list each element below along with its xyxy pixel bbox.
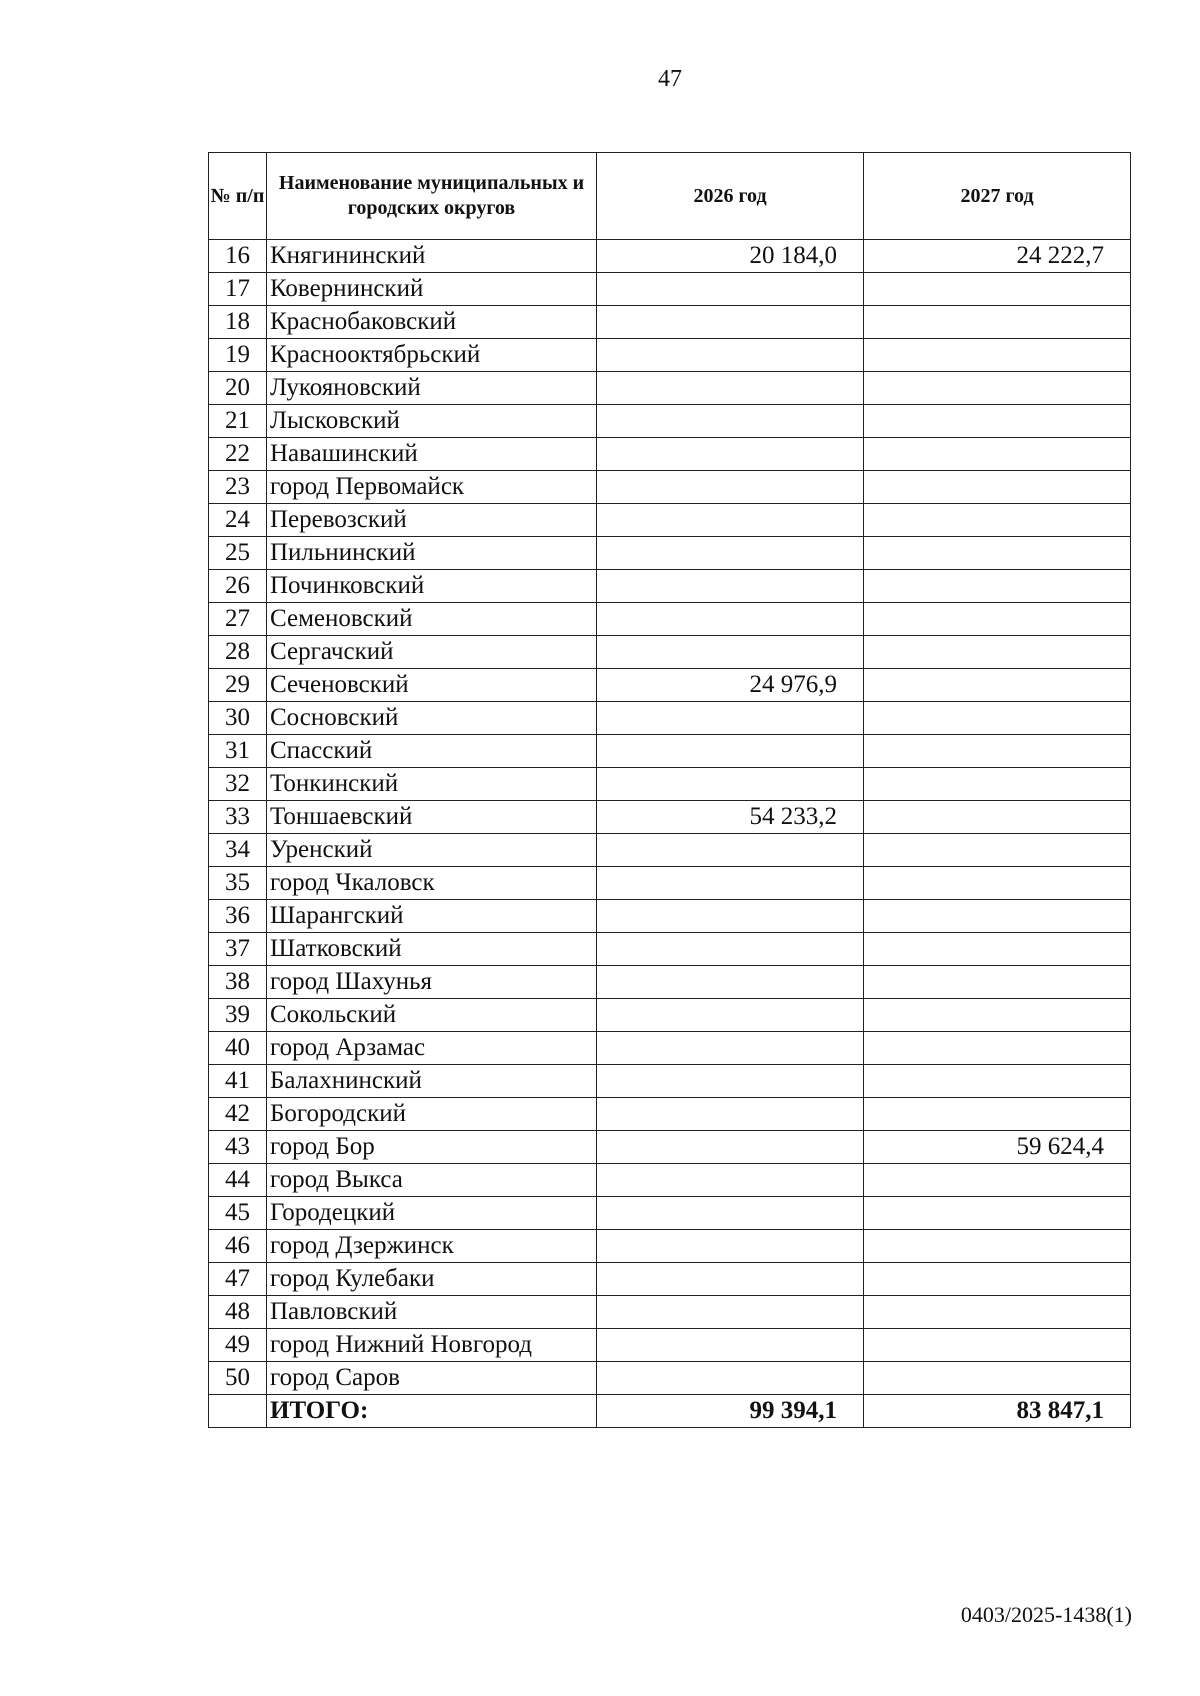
row-2027 [864,438,1131,471]
row-2026 [597,1296,864,1329]
table-row [209,1197,1131,1230]
row-number: 22 [209,438,267,471]
row-number: 30 [209,702,267,735]
row-2027 [864,702,1131,735]
row-2026 [597,900,864,933]
row-name: город Выкса [267,1164,597,1197]
row-name: Навашинский [267,438,597,471]
table-row [209,867,1131,900]
row-number: 16 [209,240,267,273]
row-name: город Арзамас [267,1032,597,1065]
row-number: 44 [209,1164,267,1197]
page-number: 47 [658,66,682,92]
header-2027: 2027 год [864,153,1131,240]
row-number: 41 [209,1065,267,1098]
table-row [209,570,1131,603]
total-2027: 83 847,1 [864,1395,1131,1428]
total-label: ИТОГО: [267,1395,597,1428]
row-name: Пильнинский [267,537,597,570]
row-name: Краснобаковский [267,306,597,339]
row-name: Починковский [267,570,597,603]
row-2026 [597,999,864,1032]
table-row [209,438,1131,471]
table-row [209,1032,1131,1065]
row-number: 38 [209,966,267,999]
row-2027 [864,405,1131,438]
row-2026: 54 233,2 [597,801,864,834]
row-2026 [597,372,864,405]
table-row [209,1065,1131,1098]
row-number: 33 [209,801,267,834]
row-2027 [864,1296,1131,1329]
row-name: Спасский [267,735,597,768]
row-2027 [864,1098,1131,1131]
row-2027 [864,801,1131,834]
row-2026 [597,273,864,306]
table-row [209,372,1131,405]
table-row [209,1362,1131,1395]
row-number: 27 [209,603,267,636]
row-2026 [597,1230,864,1263]
row-2026 [597,537,864,570]
budget-table [208,152,1131,1428]
row-name: Сергачский [267,636,597,669]
row-name: Сосновский [267,702,597,735]
header-2026: 2026 год [597,153,864,240]
row-number: 34 [209,834,267,867]
row-number: 46 [209,1230,267,1263]
table-row [209,933,1131,966]
table-row [209,603,1131,636]
table-row [209,1296,1131,1329]
row-2027 [864,999,1131,1032]
row-name: Шатковский [267,933,597,966]
document-code: 0403/2025-1438(1) [960,1602,1132,1627]
row-name: город Бор [267,1131,597,1164]
row-2027 [864,1197,1131,1230]
row-2026 [597,603,864,636]
row-name: Лукояновский [267,372,597,405]
row-2026 [597,768,864,801]
row-2027 [864,1263,1131,1296]
row-2027 [864,933,1131,966]
row-2027 [864,966,1131,999]
row-name: Тонкинский [267,768,597,801]
row-name: город Шахунья [267,966,597,999]
row-name: Шарангский [267,900,597,933]
row-name: Сокольский [267,999,597,1032]
table-row [209,1263,1131,1296]
row-2026 [597,966,864,999]
row-name: город Чкаловск [267,867,597,900]
row-2026 [597,438,864,471]
table-row [209,471,1131,504]
row-2027 [864,669,1131,702]
row-2026 [597,702,864,735]
row-name: город Кулебаки [267,1263,597,1296]
row-name: Перевозский [267,504,597,537]
row-2026 [597,1032,864,1065]
table-row [209,1164,1131,1197]
row-number: 36 [209,900,267,933]
row-name: Ковернинский [267,273,597,306]
row-2026 [597,867,864,900]
row-name: Тоншаевский [267,801,597,834]
row-2026 [597,1263,864,1296]
table-row [209,1230,1131,1263]
row-name: Лысковский [267,405,597,438]
row-2027 [864,768,1131,801]
row-2026 [597,636,864,669]
row-2027 [864,1362,1131,1395]
table-row [209,834,1131,867]
row-name: Сеченовский [267,669,597,702]
table-body [209,240,1131,1428]
row-2027 [864,735,1131,768]
row-2027 [864,1164,1131,1197]
row-number: 32 [209,768,267,801]
total-2026: 99 394,1 [597,1395,864,1428]
row-name: город Саров [267,1362,597,1395]
table-row [209,768,1131,801]
table-row [209,1131,1131,1164]
row-2027 [864,570,1131,603]
row-2027 [864,339,1131,372]
header-number: № п/п [209,153,267,240]
row-number: 47 [209,1263,267,1296]
row-number: 21 [209,405,267,438]
row-2026 [597,834,864,867]
table-row [209,735,1131,768]
row-2026 [597,1131,864,1164]
row-2026 [597,1329,864,1362]
row-2026 [597,1197,864,1230]
row-2027 [864,537,1131,570]
row-number: 49 [209,1329,267,1362]
row-name: Семеновский [267,603,597,636]
table-row [209,339,1131,372]
row-number: 23 [209,471,267,504]
row-number: 29 [209,669,267,702]
row-2027 [864,504,1131,537]
row-2027 [864,834,1131,867]
row-number: 43 [209,1131,267,1164]
row-name: Балахнинский [267,1065,597,1098]
row-name: Княгининский [267,240,597,273]
table-row [209,1329,1131,1362]
row-2026 [597,1065,864,1098]
row-2026: 24 976,9 [597,669,864,702]
table-row [209,405,1131,438]
row-2026 [597,339,864,372]
row-number: 24 [209,504,267,537]
table-row [209,240,1131,273]
table-row [209,801,1131,834]
row-2026 [597,1098,864,1131]
row-name: город Нижний Новгород [267,1329,597,1362]
row-name: город Первомайск [267,471,597,504]
row-number: 28 [209,636,267,669]
row-2027 [864,306,1131,339]
row-2027 [864,372,1131,405]
row-name: Богородский [267,1098,597,1131]
row-2027 [864,900,1131,933]
table-row [209,669,1131,702]
row-number: 19 [209,339,267,372]
row-number: 45 [209,1197,267,1230]
total-number-cell [209,1395,267,1428]
row-name: Городецкий [267,1197,597,1230]
row-2027 [864,867,1131,900]
row-number: 17 [209,273,267,306]
row-2026 [597,1362,864,1395]
table-row [209,966,1131,999]
row-number: 50 [209,1362,267,1395]
row-number: 18 [209,306,267,339]
row-2027 [864,1065,1131,1098]
row-2026 [597,471,864,504]
header-name: Наименование муниципальных и городских округов [267,153,597,240]
table-row [209,504,1131,537]
row-name: Павловский [267,1296,597,1329]
total-row [209,1395,1131,1428]
row-number: 26 [209,570,267,603]
row-number: 25 [209,537,267,570]
table-header [209,153,1131,240]
row-number: 42 [209,1098,267,1131]
row-2027 [864,603,1131,636]
row-2027 [864,1329,1131,1362]
row-number: 40 [209,1032,267,1065]
row-2026 [597,735,864,768]
row-2026 [597,570,864,603]
row-number: 20 [209,372,267,405]
table-row [209,1098,1131,1131]
row-2027 [864,1230,1131,1263]
table-row [209,306,1131,339]
table-row [209,273,1131,306]
row-2027 [864,471,1131,504]
row-2027 [864,636,1131,669]
row-number: 37 [209,933,267,966]
table-row [209,702,1131,735]
row-number: 48 [209,1296,267,1329]
row-2026 [597,1164,864,1197]
row-2027 [864,1032,1131,1065]
row-2026 [597,504,864,537]
row-2027 [864,273,1131,306]
row-number: 39 [209,999,267,1032]
row-2027: 59 624,4 [864,1131,1131,1164]
row-number: 35 [209,867,267,900]
row-2026 [597,933,864,966]
row-2026 [597,306,864,339]
row-2026 [597,405,864,438]
table-row [209,636,1131,669]
row-name: Краснооктябрьский [267,339,597,372]
row-number: 31 [209,735,267,768]
row-name: Уренский [267,834,597,867]
row-name: город Дзержинск [267,1230,597,1263]
table-row [209,537,1131,570]
table-row [209,999,1131,1032]
row-2026: 20 184,0 [597,240,864,273]
row-2027: 24 222,7 [864,240,1131,273]
table-row [209,900,1131,933]
